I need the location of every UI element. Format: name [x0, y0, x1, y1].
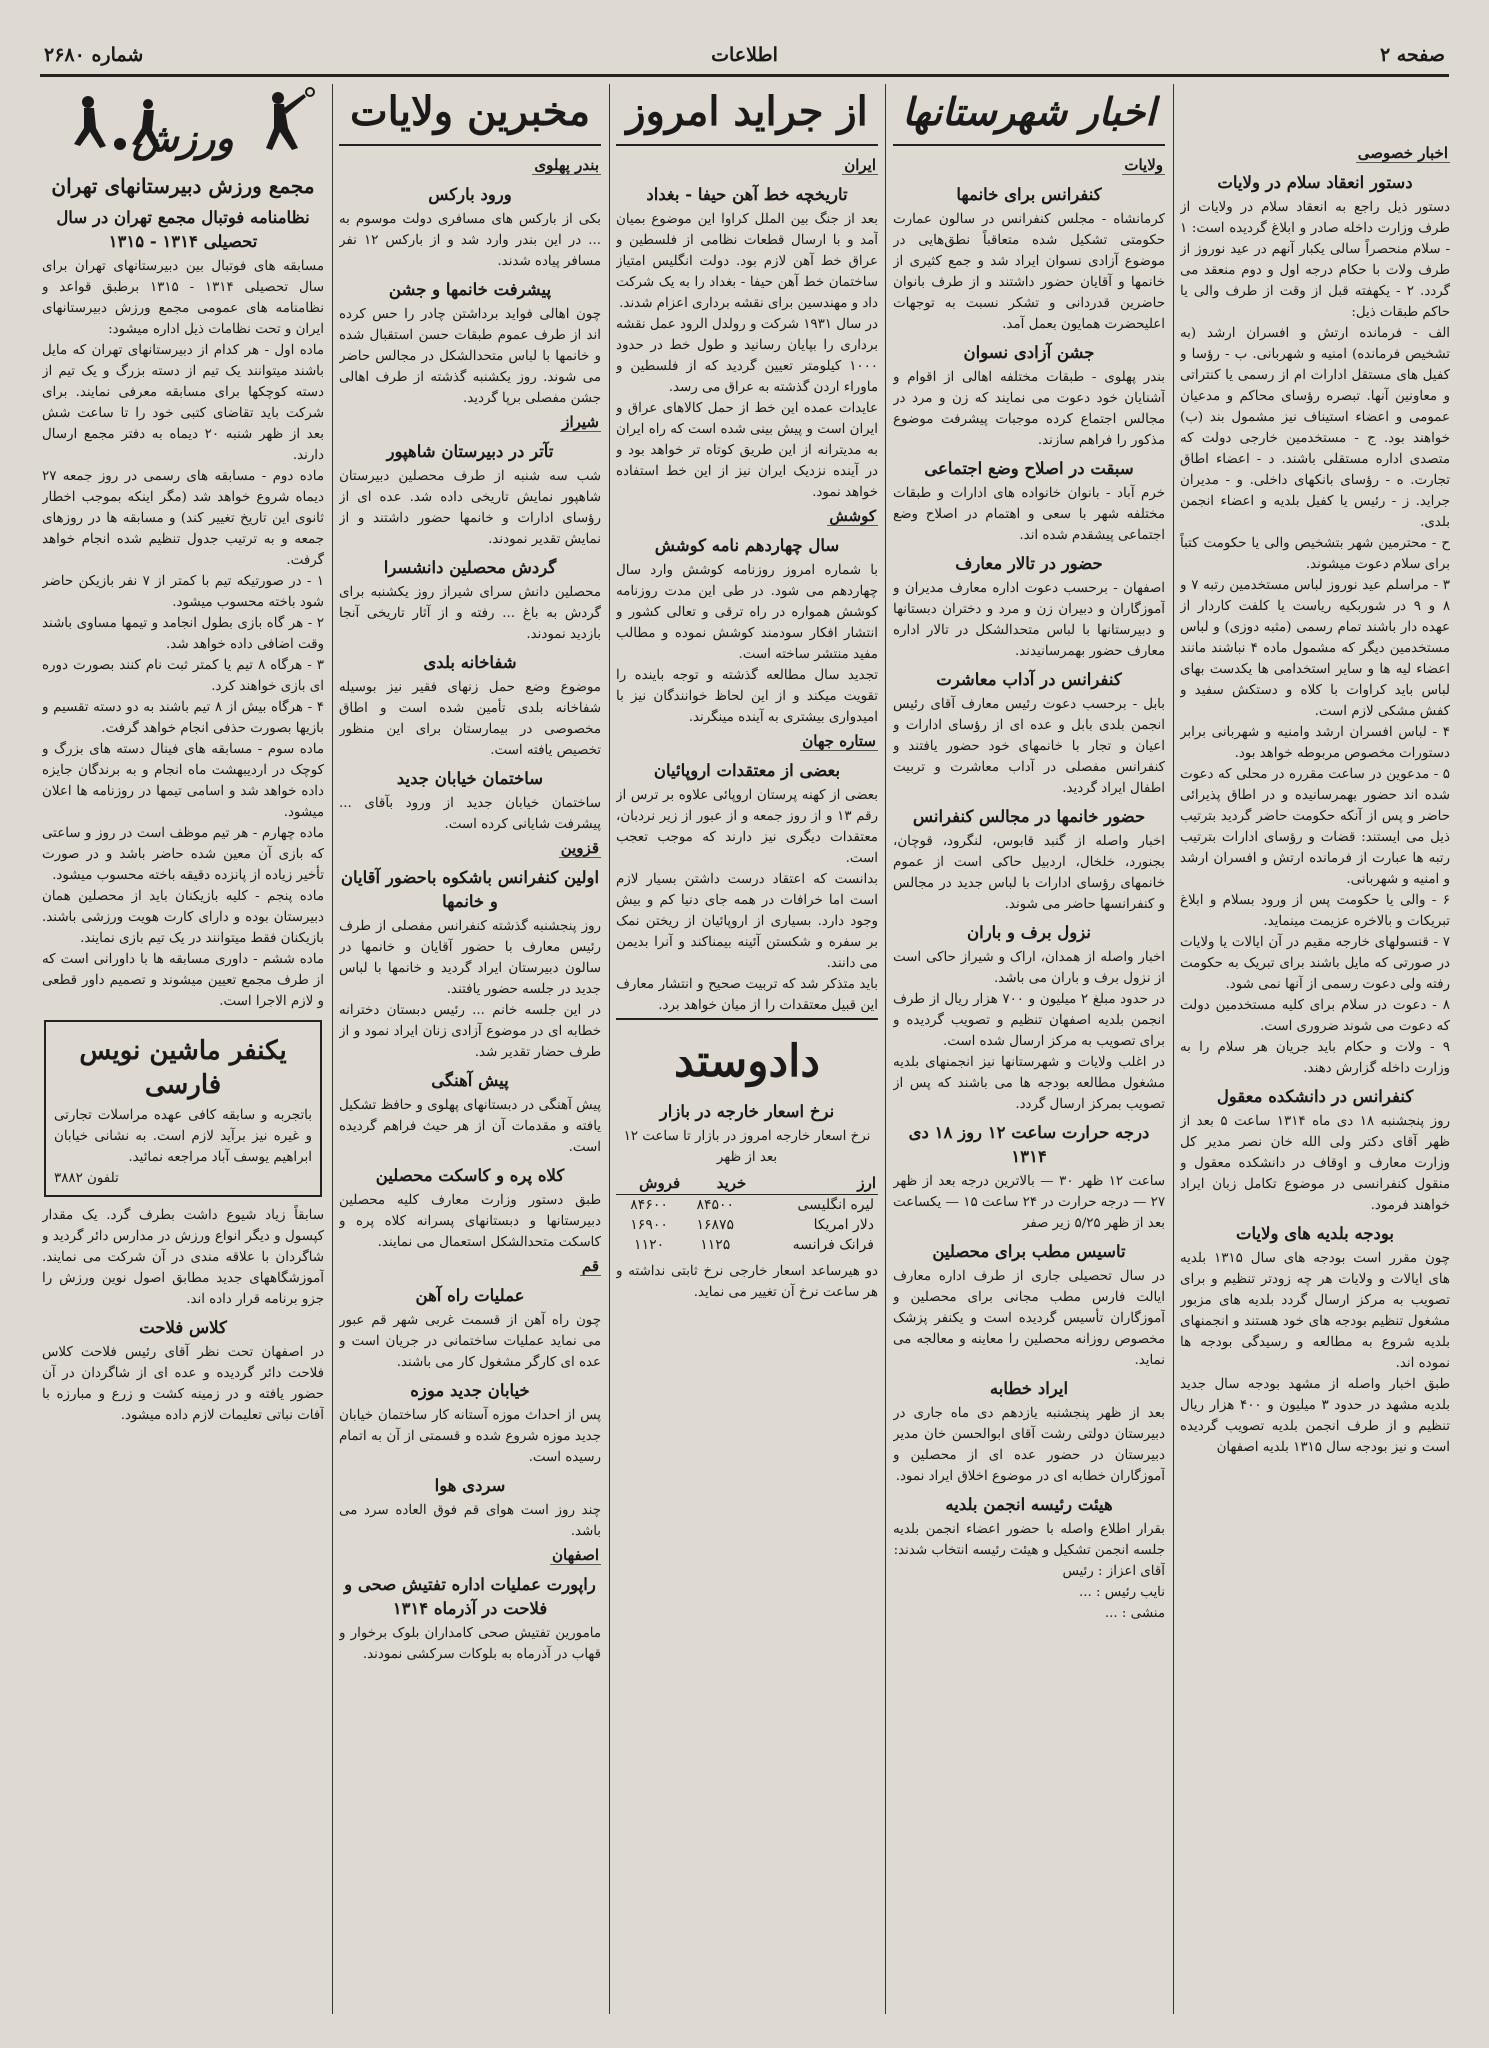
- column-sport: [42, 84, 324, 2014]
- fx-buy: ۸۴۵۰۰: [696, 1197, 735, 1213]
- column-press-review: [616, 84, 878, 2014]
- article-text: ۴ - لباس افسران ارشد وامنیه و شهربانی برابر دستورات مخصوص مربوطه خواهد بود.: [1180, 725, 1450, 761]
- page-label: صفحه ۲: [1379, 44, 1445, 66]
- article-headline: دستور انعقاد سلام در ولایات: [1217, 173, 1413, 192]
- fx-sell: ۱۱۲۰: [634, 1237, 665, 1253]
- rule-item: ۲ - هر گاه بازی بطول انجامد و تیمها مساوی باشند وقت اضافی داده خواهد شد.: [42, 616, 324, 652]
- fx-sell: ۸۴۶۰۰: [630, 1197, 668, 1213]
- column-rule: [609, 84, 610, 2014]
- article-headline: پیشرفت خانمها و جشن: [388, 280, 552, 299]
- article-headline: تاسیس مطب برای محصلین: [932, 1242, 1126, 1261]
- article-text: مسابقه های فوتبال بین دبیرستانهای تهران برای سال تحصیلی ۱۳۱۴ - ۱۳۱۵ برطبق قواعد و نظامنامه های عمومی مجمع ورزش دبیرستانهای ایران و تحت نظامات ذیل اداره میشود:: [42, 259, 324, 337]
- column-correspondents: [339, 84, 601, 2014]
- article-text: روز پنجشنبه گذشته کنفرانس مفصلی از طرف رئیس معارف با حضور آقایان و خانمها در سالون دبیرستان ایراد گردید و خانمها با لباس جدید در جلسه حضور یافتند.: [339, 919, 601, 997]
- section-label: قم: [581, 1257, 599, 1275]
- section-label: شیراز: [562, 413, 599, 431]
- column-rule: [885, 84, 886, 2014]
- rule-item: ۳ - هرگاه ۸ تیم یا کمتر ثبت نام کنند بصورت دوره ای بازی خواهند کرد.: [42, 658, 324, 694]
- article-text: بابل - برحسب دعوت رئیس معارف آقای رئیس انجمن بلدی بابل و عده ای از رؤسای ادارات و اعیان و تجار با خانمهای خود حضور یافتند و کنفرانس مفصلی در آداب معاشرت و تربیت اطفال ایراد گردید.: [893, 697, 1165, 796]
- article-text: ماده پنجم - کلیه بازیکنان باید از محصلین همان دبیرستان بوده و دارای کارت هویت ورزشی باشند. بازیکنان فقط میتوانند در یک تیم بازی نمایند.: [42, 889, 324, 946]
- fx-buy: ۱۱۲۵: [700, 1237, 731, 1253]
- article-text: محصلین دانش سرای شیراز روز یکشنبه برای گردش به باغ ... رفته و از آثار تاریخی آنجا بازدید نمودند.: [339, 585, 601, 642]
- article-headline: پیش آهنگی: [431, 1071, 509, 1090]
- article-headline: شفاخانه بلدی: [423, 653, 517, 672]
- article-headline: اولین کنفرانس باشکوه باحضور آقایان و خانمها: [340, 868, 600, 911]
- article-text: ۵ - مدعوین در ساعت مقرره در محلی که دعوت شده اند حضور بهمرسانیده و در اطاق پذیرائی حاضر و پس از آنکه حکومت حاضر گردید بترتیب ذیل می ایستند: قضات و رؤسای ادارات بترتیب رتبه ها عبارت از فرمانده ارتش و افسران ارشد و امنیه و شهربانی.: [1180, 767, 1450, 887]
- article-text: کرمانشاه - مجلس کنفرانس در سالون عمارت حکومتی تشکیل شده متعاقباً نطق‌هایی در موضوع آزادی نسوان ایراد شد و جمع کثیری از خانمها و آقایان حضور داشتند و از طرف بانوان حاضرین قدردانی و تشکر نسبت به توجهات اعلیحضرت همایون بعمل آمد.: [893, 212, 1165, 332]
- article-text: در این جلسه خانم ... رئیس دبستان دخترانه خطابه ای در موضوع آزادی زنان ایراد نمود و از طرف حضار تقدیر شد.: [339, 1003, 601, 1060]
- article-text: بعد از ظهر پنجشنبه یازدهم دی ماه جاری در دبیرستان دولتی رشت آقای ابوالحسن خان مدیر دبیرستان در حضور عده ای از محصلین و آموزگاران خطابه ای در موضوع اخلاق ایراد نمود.: [893, 1406, 1165, 1484]
- article-headline: ساختمان خیابان جدید: [396, 769, 544, 788]
- ad-text: باتجربه و سابقه کافی عهده مراسلات تجارتی و غیره نیز برآید لازم است. به نشانی خیابان ابراهیم یوسف آباد مراجعه نمائید.: [54, 1108, 312, 1165]
- fx-row: [616, 1215, 878, 1235]
- article-headline: نزول برف و باران: [967, 923, 1091, 942]
- sport-banner: [42, 84, 324, 166]
- article-text: در اصفهان تحت نظر آقای رئیس فلاحت کلاس فلاحت دائر گردیده و عده ای از شاگردان در آن حضور یافته و در زمینه کشت و زرع و مبارزه با آفات نباتی تعلیمات لازم داده میشود.: [42, 1345, 324, 1423]
- article-text: اصفهان - برحسب دعوت اداره معارف مدیران و آموزگاران و دبیران زن و مرد و دختران دبستانها و دبیرستانها با لباس متحدالشکل در تالار اداره معارف حضور بهمرسانیدند.: [893, 581, 1165, 659]
- article-text: ساختمان خیابان جدید از ورود بآقای ... پیشرفت شایانی کرده است.: [339, 796, 601, 832]
- article-headline: جشن آزادی نسوان: [963, 343, 1095, 362]
- article-text: ۷ - قنسولهای خارجه مقیم در آن ایالات یا ولایات در صورتی که مایل باشند برای تبریک به حکومت رفته ولی دعوت رسمی از آنها نمی شود.: [1180, 935, 1450, 992]
- article-text: ماده سوم - مسابقه های فینال دسته های بزرگ و کوچک در اردیبهشت ماه انجام و به برندگان جایزه داده خواهد شد و اسامی تیمها در روزنامه ها اعلان میشود.: [42, 742, 324, 820]
- trade-section-title: دادوستد: [674, 1036, 820, 1087]
- article-text: چون راه آهن از قسمت غربی شهر قم عبور می نماید عملیات ساختمانی در جریان است و عده ای کارگر مشغول کار می باشند.: [339, 1313, 601, 1370]
- article-headline: سبقت در اصلاح وضع اجتماعی: [924, 459, 1134, 478]
- article-headline: عملیات راه آهن: [415, 1286, 525, 1305]
- divider: [893, 144, 1165, 146]
- article-text: ماده اول - هر کدام از دبیرستانهای تهران که مایل باشند میتوانند یک تیم از دسته بزرگ و یک تیم از دسته کوچکها برای مسابقه معرفی نمایند. برای شرکت باید تقاضای کتبی خود را تا ساعت شش بعد از ظهر شنبه ۲۰ دیماه به دفتر مجمع ارسال دارند.: [42, 343, 324, 463]
- article-text: در سال تحصیلی جاری از طرف اداره معارف ایالت فارس مطب مجانی برای محصلین و آموزگاران تأسیس گردیده است و یکنفر پزشک مخصوص روزانه محصلین را معاینه و معالجه می نماید.: [893, 1269, 1165, 1368]
- article-text: موضوع وضع حمل زنهای فقیر نیز بوسیله شفاخانه بلدی تأمین شده است و اطاق مخصوصی در بیمارستان برای این منظور تخصیص یافته است.: [339, 680, 601, 758]
- fx-note: دو هیرساعد اسعار خارجی نرخ ثابتی نداشته و هر ساعت نرخ آن تغییر می نماید.: [616, 1264, 878, 1300]
- article-text: ۶ - والی یا حکومت پس از ورود بسلام و ابلاغ تبریکات و بالاخره عزیمت مینماید.: [1180, 893, 1450, 929]
- article-text: ماده ششم - داوری مسابقه ها با داورانی است که از طرف مجمع تعیین میشوند و تصمیم داور قطعی و لازم الاجرا است.: [42, 952, 324, 1009]
- article-text: عایدات عمده این خط از حمل کالاهای عراق و ایران است و پیش بینی شده است که راه ایران به مدیترانه از این طریق کوتاه تر خواهد بود و در آینده نزدیک ایران نیز از این خط استفاده خواهد نمود.: [616, 401, 878, 500]
- article-text: بعد از جنگ بین الملل کراوا این موضوع بمیان آمد و با ارسال قطعات نظامی از فلسطین و عراق خط آهن لازم بود. دولت انگلیس امتیاز ساختمان خط آهن حیفا - بغداد را به یک شرکت داد و مهندسین برای نقشه برداری اعزام شدند.: [616, 212, 878, 311]
- column-heading: [339, 84, 601, 140]
- fx-currency: لیره انگلیسی: [797, 1197, 874, 1213]
- fx-row: [616, 1195, 878, 1216]
- column-rule: [1173, 84, 1174, 2014]
- article-text: باید متذکر شد که تربیت صحیح و انتشار معارف این قبیل معتقدات را از میان خواهد برد.: [616, 977, 878, 1013]
- article-text: با شماره امروز روزنامه کوشش وارد سال چهاردهم می شود. در طی این مدت روزنامه کوشش همواره در راه ترقی و تعالی کشور و انتشار افکار سودمند کوشش نموده و مطالب مفید منتشر ساخته است.: [616, 563, 878, 662]
- article-text: ۳ - مراسلم عید نوروز لباس مستخدمین رتبه ۷ و ۸ و ۹ در شوربکیه ریاست یا کلفت کاردار از عهده دار باشند تمام رسمی (مثبه دوزی) و لباس مستخدمین دیگر که مشمول ماده ۴ نباشند مانند اعضاء لیه ها و سایر استخدامی ها یکدست بهای لباس باید کراوات با کلاه و دستکش سفید و کفش مشکی لازم است.: [1180, 578, 1450, 719]
- article-headline: سردی هوا: [434, 1476, 506, 1495]
- ad-title: یکنفر ماشین نویس فارسی: [79, 1036, 287, 1100]
- article-text: خرم آباد - بانوان خانواده های ادارات و طبقات مختلفه شهر با سعی و اهتمام در اصلاح وضع اجتماعی پیشقدم شده اند.: [893, 486, 1165, 543]
- section-label: قزوین: [560, 839, 599, 857]
- article-headline: بعضی از معتقدات اروپائیان: [653, 761, 841, 780]
- section-label: کوشش: [829, 507, 876, 525]
- column-title: از جراید امروز: [626, 88, 868, 135]
- article-text: چون مقرر است بودجه های سال ۱۳۱۵ بلدیه های ایالات و ولایات هر چه زودتر تنظیم و برای تصویب به مرکز ارسال گردد بلدیه های مزبور مشغول تنظیم بودجه های خود هستند و انجمنهای بلدیه شروع به مطالعه و رسیدگی بودجه ها نموده اند.: [1180, 1251, 1450, 1371]
- article-text: بقرار اطلاع واصله با حضور اعضاء انجمن بلدیه جلسه انجمن تشکیل و هیئت رئیسه انتخاب شدند:: [893, 1522, 1165, 1558]
- weather-readout: ساعت ۱۲ ظهر ۳۰ — بالاترین درجه بعد از ظهر ۲۷ — درجه حرارت در ۲۴ ساعت ۱۵ — یکساعت بعد از ظهر ۵/۲۵ زیر صفر: [893, 1174, 1165, 1231]
- section-label: بندر پهلوی: [534, 156, 599, 174]
- divider: [339, 144, 601, 146]
- column-title: ورزش: [132, 115, 234, 160]
- column-title: مخبرین ولایات: [350, 88, 590, 135]
- article-text: در سال ۱۹۳۱ شرکت و رولدل الرود عمل نقشه برداری را بپایان رسانید و طول خط در حدود ۱۰۰۰ کیلومتر تعیین گردید که از فلسطین و ماوراء اردن گذشته به عراق می رسد.: [616, 317, 878, 395]
- fx-subtitle: نرخ اسعار خارجه امروز در بازار تا ساعت ۱۲ بعد از ظهر: [623, 1129, 871, 1165]
- fx-header-row: [616, 1172, 878, 1195]
- column-title: اخبار شهرستانها: [902, 89, 1156, 134]
- column-heading: [893, 84, 1165, 140]
- issue-number: شماره ۲۶۸۰: [44, 44, 144, 66]
- section-label: ایران: [844, 156, 876, 174]
- ad-phone: تلفون ۳۸۸۲: [54, 1171, 119, 1186]
- article-headline: تاریخچه خط آهن حیفا - بغداد: [646, 185, 848, 204]
- article-headline: کنفرانس برای خانمها: [956, 185, 1102, 204]
- article-text: بکی از بارکس های مسافری دولت موسوم به ... در این بندر وارد شد و از بارکس ۱۲ نفر مسافر پیاده شدند.: [339, 212, 601, 269]
- article-headline: حضور در تالار معارف: [955, 554, 1103, 573]
- divider: [616, 1018, 878, 1020]
- column-provincial-news: [893, 84, 1165, 2014]
- article-text: دستور ذیل راجع به انعقاد سلام در ولایات از طرف وزارت داخله صادر و ابلاغ گردیده است: ۱ - سلام منحصراً سالی یکبار آنهم در عید نوروز از طرف ولات با حکام درجه اول و دوم منعقد می گردد. ۲ - یکهفته قبل از وقت از طرف والی یا حاکم طبقات ذیل:: [1180, 200, 1450, 320]
- article-headline: کنفرانس در آداب معاشرت: [936, 670, 1122, 689]
- fx-currency: دلار امریکا: [813, 1217, 874, 1233]
- article-text: ۸ - دعوت در سلام برای کلیه مستخدمین دولت که دعوت می شوند ضروری است.: [1180, 998, 1450, 1034]
- section-label: ستاره جهان: [802, 732, 876, 750]
- officer-entry: منشی : ...: [1104, 1606, 1165, 1621]
- fx-table: [616, 1172, 878, 1255]
- fx-row: [616, 1235, 878, 1255]
- article-text: طبق دستور وزارت معارف کلیه محصلین دبیرستانها و دبستانهای پسرانه کلاه پره و کاسکت متحدالشکل استعمال می نمایند.: [339, 1193, 601, 1250]
- article-text: بعضی از کهنه پرستان اروپائی علاوه بر ترس از رقم ۱۳ و از روز جمعه و از عبور از زیر نردبان، معتقدات دیگری نیز دارند که موجب تعجب است.: [616, 788, 878, 866]
- article-text: در اغلب ولایات و شهرستانها نیز انجمنهای بلدیه مشغول مطالعه بودجه ها می باشند که پس از تصویب بمرکز ارسال گردد.: [893, 1055, 1165, 1112]
- article-subheadline: نظامنامه فوتبال مجمع تهران در سال تحصیلی ۱۳۱۴ - ۱۳۱۵: [56, 208, 310, 251]
- masthead: [40, 44, 1449, 77]
- article-text: شب سه شنبه از طرف محصلین دبیرستان شاهپور نمایش تاریخی داده شد. عده ای از رؤسای ادارات و خانمها حضور داشتند و از نمایش تقدیر نمودند.: [339, 469, 601, 547]
- article-headline: ورود بارکس: [428, 185, 512, 204]
- article-text: الف - فرمانده ارتش و افسران ارشد (به تشخیص فرمانده) امنیه و شهربانی. ب - رؤسا و کفیل های مستقل ادارات ام از رسمی یا کنتراتی و معاونین آنها. تبصره رؤسای محاکم و مدعیان عمومی و اعضاء استیناف نیز مشمول بند (ب) خواهند بود. ج - مستخدمین خارجی دولت که متصدی اداره مستقلی باشند. د - اعضاء اطاق تجارت. ه - رؤسای بانکهای داخلی. و - مدیران جراید. ز - رئیس یا کفیل بلدیه و اعضاء انجمن بلدی.: [1180, 326, 1450, 530]
- article-headline: کنفرانس در دانشکده معقول: [1216, 1087, 1414, 1106]
- section-label: اصفهان: [552, 1546, 599, 1564]
- section-label: ولایات: [1124, 156, 1163, 174]
- classified-ad: [44, 1020, 322, 1197]
- article-text: ماده دوم - مسابقه های رسمی در روز جمعه ۲۷ دیماه شروع خواهد شد (مگر اینکه بموجب اخطار ثانوی این تاریخ تغییر کند) و مسابقه ها در روزهای جمعه و به ترتیب جدول تنظیم شده انجام خواهد گرفت.: [42, 469, 324, 568]
- fx-col-buy: خرید: [682, 1172, 748, 1195]
- article-headline: سال چهاردهم نامه کوشش: [654, 536, 840, 555]
- article-text: پیش آهنگی در دبستانهای پهلوی و حافظ تشکیل یافته و مقدمات آن از هر حیث فراهم گردیده است.: [339, 1098, 601, 1155]
- rule-item: ۴ - هرگاه بیش از ۸ تیم باشند به دو دسته تقسیم و بازیها بصورت حذفی انجام خواهد گرفت.: [42, 700, 324, 736]
- officer-entry: آقای اعزاز : رئیس: [1062, 1564, 1165, 1579]
- column-private-news: [1180, 84, 1450, 2014]
- paper-name: اطلاعات: [711, 44, 778, 66]
- article-text: در حدود مبلغ ۲ میلیون و ۷۰۰ هزار ریال از طرف انجمن بلدیه اصفهان تنظیم و تصویب گردیده و برای تصویب به مرکز ارسال شده است.: [893, 992, 1165, 1049]
- fx-col-sell: فروش: [616, 1172, 682, 1195]
- article-text: ماده چهارم - هر تیم موظف است در روز و ساعتی که بازی آن معین شده حاضر باشد و در صورت تأخیر زیاده از پانزده دقیقه باخته محسوب میشود.: [42, 826, 324, 883]
- article-headline: درجه حرارت ساعت ۱۲ روز ۱۸ دی ۱۳۱۴: [908, 1123, 1150, 1166]
- section-label: اخبار خصوصی: [1357, 144, 1448, 162]
- article-headline: حضور خانمها در مجالس کنفرانس: [912, 807, 1146, 826]
- article-text: بدانست که اعتقاد درست داشتن بسیار لازم است اما خرافات در همه جای دنیا کم و بیش وجود دارد. بسیاری از اروپائیان از ریختن نمک بر سفره و شکستن آئینه بیمناکند و آنرا بدیمن می دانند.: [616, 872, 878, 971]
- article-text: روز پنجشنبه ۱۸ دی ماه ۱۳۱۴ ساعت ۵ بعد از ظهر آقای دکتر ولی الله خان نصر مدیر کل وزارت معارف و اوقاف در دانشکده معقول و منقول کنفرانسی در موضوع تکامل زبان ایراد خواهند فرمود.: [1180, 1114, 1450, 1213]
- fx-currency: فرانک فرانسه: [792, 1237, 874, 1253]
- article-text: پس از احداث موزه آستانه کار ساختمان خیابان جدید موزه شروع شده و قسمتی از آن به اتمام رسیده است.: [339, 1408, 601, 1465]
- article-headline: هیئت رئیسه انجمن بلدیه: [945, 1495, 1113, 1514]
- article-headline: تآتر در دبیرستان شاهپور: [386, 442, 554, 461]
- fx-col-currency: ارز: [748, 1172, 878, 1195]
- article-text: سابقاً زیاد شیوع داشت بطرف گرد. یک مقدار کپسول و دیگر انواع ورزش در مدارس دائر گردید و شاگردان با علاقه مندی در آن شرکت می نمایند. آموزشگاههای جدید مطابق اصول نوین ورزش را جزو برنامه قرار داده اند.: [42, 1208, 324, 1307]
- article-text: اخبار واصله از گنبد قابوس، لنگرود، قوچان، بجنورد، خلخال، اردبیل حاکی است از عموم خانمهای رؤسای ادارات با لباس جدید در مجالس و کنفرانسها حاضر می شوند.: [893, 834, 1165, 912]
- article-text: اخبار واصله از همدان، اراک و شیراز حاکی است از نزول برف و باران می باشد.: [893, 950, 1165, 986]
- article-text: تجدید سال مطالعه گذشته و توجه باینده را تقویت میکند و از این لحاظ خوانندگان نیز با امیدواری بیشتری به آینده مینگرند.: [616, 668, 878, 725]
- column-heading: [616, 84, 878, 140]
- article-headline: کلاس فلاحت: [139, 1318, 227, 1337]
- divider: [616, 144, 878, 146]
- officer-entry: نایب رئیس : ...: [1078, 1585, 1165, 1600]
- article-text: چون اهالی فواید برداشتن چادر را حس کرده اند از طرف عموم طبقات حسن استقبال شده و خانمها با لباس متحدالشکل در مجالس حاضر می شوند. روز یکشنبه گذشته از طرف اهالی جشن مفصلی برپا گردید.: [339, 307, 601, 406]
- article-headline: خیابان جدید موزه: [410, 1381, 530, 1400]
- article-text: مامورین تفتیش صحی کامداران بلوک برخوار و قهاب در آذرماه به بلوکات سرکشی نمودند.: [339, 1626, 601, 1662]
- article-text: چند روز است هوای قم فوق العاده سرد می باشد.: [339, 1503, 601, 1539]
- rule-item: ۱ - در صورتیکه تیم با کمتر از ۷ نفر بازیکن حاضر شود باخته محسوب میشود.: [42, 574, 324, 610]
- article-headline: ایراد خطابه: [989, 1379, 1069, 1398]
- article-text: ۹ - ولات و حکام باید جریان هر سلام را به وزارت داخله گزارش دهند.: [1180, 1040, 1450, 1076]
- article-headline: بودجه بلدیه های ولایات: [1235, 1224, 1395, 1243]
- article-headline: مجمع ورزش دبیرستانهای تهران: [51, 174, 315, 198]
- fx-headline: نرخ اسعار خارجه در بازار: [659, 1102, 835, 1121]
- fx-buy: ۱۶۸۷۵: [696, 1217, 735, 1233]
- article-text: بندر پهلوی - طبقات مختلفه اهالی از اقوام و آشنایان خود دعوت می نمایند که زن و مرد در مجالس اجتماع کرده موجبات پیشرفت موضوع مذکور را فراهم سازند.: [893, 370, 1165, 448]
- article-headline: کلاه پره و کاسکت محصلین: [375, 1166, 565, 1185]
- article-headline: راپورت عملیات اداره تفتیش صحی و فلاحت در آذرماه ۱۳۱۴: [344, 1575, 596, 1618]
- column-rule: [332, 84, 333, 2014]
- article-headline: گردش محصلین دانشسرا: [383, 558, 557, 577]
- article-text: طبق اخبار واصله از مشهد بودجه سال جدید بلدیه مشهد در حدود ۳ میلیون و ۴۰۰ هزار ریال تنظیم و از طرف انجمن بلدیه تصویب گردیده است و نیز بودجه سال ۱۳۱۵ بلدیه اصفهان: [1180, 1377, 1450, 1455]
- article-text: ح - محترمین شهر بتشخیص والی یا حکومت کتباً برای سلام دعوت میشوند.: [1180, 536, 1450, 572]
- fx-sell: ۱۶۹۰۰: [630, 1217, 668, 1233]
